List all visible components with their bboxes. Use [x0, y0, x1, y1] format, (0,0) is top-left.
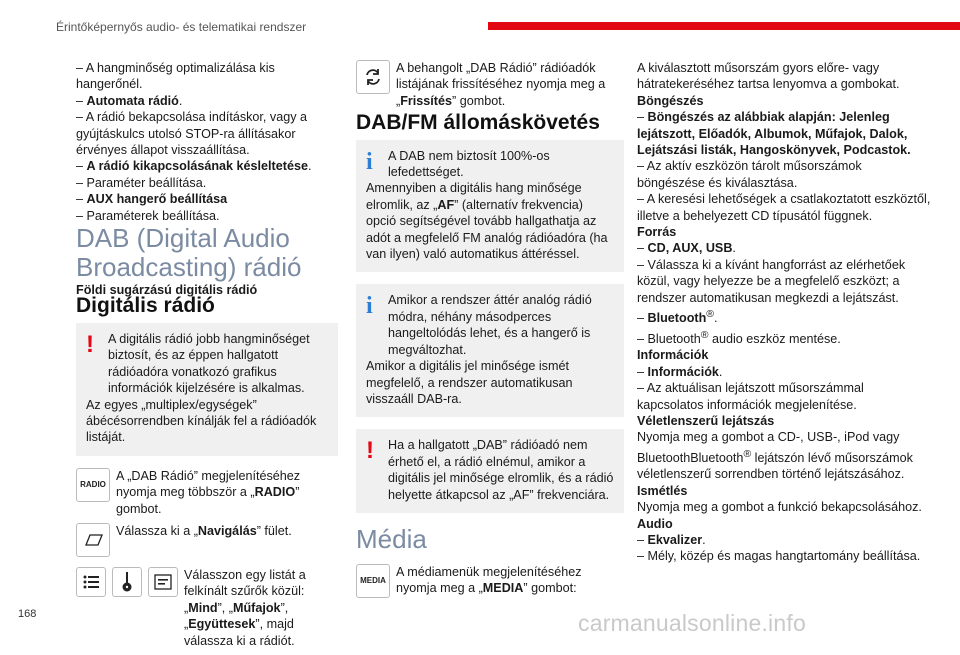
column-1	[76, 60, 338, 655]
list-item: – Ekvalizer.	[637, 532, 706, 547]
guitar-icon	[112, 567, 142, 597]
navigate-instruction: Válassza ki a „Navigálás” fület.	[76, 523, 338, 557]
radio-button-icon: RADIO	[76, 468, 110, 502]
heading-audio: Audio	[637, 516, 673, 531]
media-instruction: MEDIA A médiamenük megjelenítéséhez nyomja meg a „MEDIA” gombot:	[356, 564, 624, 598]
page-number: 168	[18, 608, 37, 620]
info-icon: i	[366, 148, 373, 175]
list-item: – Az aktuálisan lejátszott műsorszámmal kapcsolatos információk megjelenítése.	[637, 381, 864, 412]
heading-shuffle: Véletlenszerű lejátszás	[637, 413, 775, 428]
list-item: – Automata rádió.	[76, 93, 183, 108]
list-item: – Paraméterek beállítása.	[76, 208, 220, 223]
paragraph: Nyomja meg a gombot a CD-, USB-, iPod vagy BluetoothBluetooth® lejátszón lévő műsorszámok véletlenszerű sorrendben történő lejátszásához.	[637, 430, 913, 482]
warning-icon: !	[366, 437, 374, 465]
list-icon	[76, 567, 106, 597]
list-item: – Információk.	[637, 364, 723, 379]
paragraph: A kiválasztott műsorszám gyors előre- vagy hátratekeréséhez tartsa lenyomva a gombokat.	[637, 61, 900, 92]
column-2	[356, 60, 624, 604]
list-item: – A keresési lehetőségek a csatlakoztatott eszköztől, illetve a behelyezett CD típusától függnek.	[637, 192, 931, 223]
running-header: Érintőképernyős audio- és telematikai rendszer	[56, 20, 307, 34]
heading-source: Forrás	[637, 225, 677, 240]
list-item: – Böngészés az alábbiak alapján: Jelenleg lejátszott, Előadók, Albumok, Műfajok, Dalok, Lejátszási listák, Hangoskönyvek, Podcastok.	[637, 110, 911, 158]
list-item: – CD, AUX, USB.	[637, 241, 736, 256]
list-item: – Bluetooth®.	[637, 308, 718, 326]
info-icon: i	[366, 293, 373, 320]
paragraph: Nyomja meg a gombot a funkció bekapcsolásához.	[637, 500, 922, 515]
list-item: – AUX hangerő beállítása	[76, 192, 228, 207]
list-item: – Válassza ki a kívánt hangforrást az elérhetőek közül, vagy helyezze be a megfelelő eszközt; a rendszer automatikusan megkezdi a lejátszást.	[637, 257, 906, 305]
info-box: i A DAB nem biztosít 100%-os lefedettséget. Amennyiben a digitális hang minősége elromlik, az „AF” (alternatív frekvencia) opció segítségével tovább hallgathatja az adót a megfelelő FM analóg rádióadóra (ha van ilyen) való automatikus áttéréssel.	[356, 140, 624, 273]
radio-instruction: RADIO A „DAB Rádió” megjelenítéséhez nyomja meg többször a „RADIO” gombot.	[76, 468, 338, 517]
list-item: – Mély, közép és magas hangtartomány beállítása.	[637, 549, 921, 564]
heading-browse: Böngészés	[637, 93, 704, 108]
list-item: – A rádió bekapcsolása indításkor, vagy a gyújtáskulcs utolsó STOP-ra állításakor érvényes állapot visszaállítása.	[76, 110, 308, 158]
heading-repeat: Ismétlés	[637, 483, 688, 498]
refresh-icon	[356, 60, 390, 94]
column-3	[637, 60, 932, 565]
subtitle-terrestrial: Földi sugárzású digitális rádió	[76, 283, 258, 298]
list-instruction: Válasszon egy listát a felkínált szűrők közül: „Mind”, „Műfajok”, „Együttesek”, majd válassza ki a rádiót.	[76, 567, 338, 649]
navigate-tab-icon	[76, 523, 110, 557]
heading-info: Információk	[637, 348, 709, 363]
info-box: i Amikor a rendszer áttér analóg rádió módra, néhány másodperces hangeltolódás lehet, és a hangerő is megváltozhat. Amikor a digitális jel minősége ismét megfelelő, a rendszer automatikusan visszaáll DAB-ra.	[356, 284, 624, 417]
list-item: – Bluetooth® audio eszköz mentése.	[637, 328, 841, 346]
section-title-media: Média	[356, 523, 427, 554]
list-item: – Paraméter beállítása.	[76, 175, 207, 190]
heading-dab-fm-tracking: DAB/FM állomáskövetés	[356, 111, 600, 135]
watermark: carmanualsonline.info	[578, 610, 806, 636]
heading-digital-radio: Digitális rádió	[76, 294, 215, 318]
refresh-instruction: A behangolt „DAB Rádió” rádióadók listájának frissítéséhez nyomja meg a „Frissítés” gombot.	[356, 60, 624, 109]
list-item: – Az aktív eszközön tárolt műsorszámok böngészése és kiválasztása.	[637, 159, 862, 190]
warning-box: ! Ha a hallgatott „DAB” rádióadó nem érhető el, a rádió elnémul, amikor a digitális jel minősége elromlik, és a rádió helyette átkapcsol az „AF” frekvenciára.	[356, 429, 624, 513]
list-item: – A hangminőség optimalizálása kis hangerőnél.	[76, 61, 275, 92]
list-item: – A rádió kikapcsolásának késleltetése.	[76, 159, 312, 174]
ensemble-icon	[148, 567, 178, 597]
section-title-dab: DAB (Digital Audio Broadcasting) rádió	[76, 223, 302, 283]
header-accent-bar	[488, 22, 960, 30]
warning-box: ! A digitális rádió jobb hangminőséget biztosít, és az éppen hallgatott rádióadóra vonatkozó grafikus információk kijelzésére is alkalmas. Az egyes „multiplex/egységek” ábécésorrendben kínálják fel a rádióadók listáját.	[76, 323, 338, 456]
warning-icon: !	[86, 330, 94, 358]
media-button-icon: MEDIA	[356, 564, 390, 598]
